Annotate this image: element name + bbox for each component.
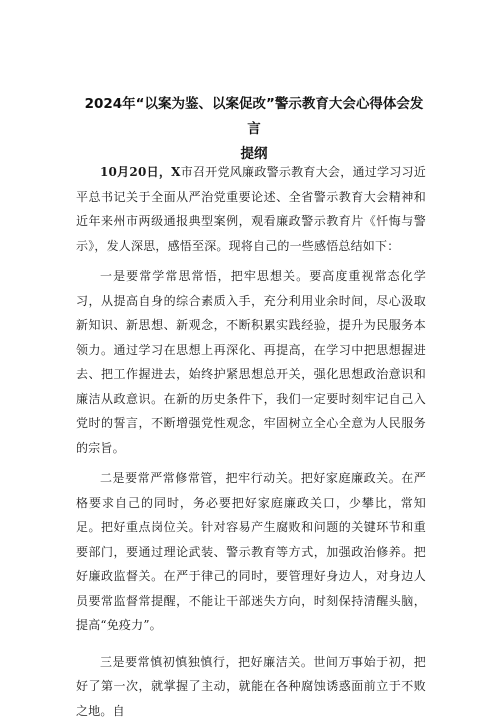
paragraph-point-1 [76, 264, 426, 460]
intro-date: 10月20日，X [100, 165, 181, 179]
title-line-2: 提纲 [84, 142, 424, 167]
intro-text: 市召开党风廉政警示教育大会，通过学习习近平总书记关于全面从严治党重要论述、全省警示教育大会精神和近年来州市两级通报典型案例，观看廉政警示教育片《忏悔与警示》，发人深思，感悟至深。现将自己的一些感悟总结如下： [76, 165, 426, 253]
document-body [76, 160, 426, 723]
paragraph-intro [76, 160, 426, 258]
paragraph-point-2 [76, 466, 426, 638]
paragraph-point-3 [76, 650, 426, 723]
point-2-text: 二是要常严常修常管，把牢行动关。把好家庭廉政关。在严格要求自己的同时，务必要把好家庭廉政关口，少攀比，常知足。把好重点岗位关。针对容易产生腐败和问题的关键环节和重要部门，要通过理论武装、警示教育等方式，加强政治修养。把好廉政监督关。在严于律己的同时，要管理好身边人，对身边人员要常监督常提醒，不能让干部迷失方向，时刻保持清醒头脑，提高“免疫力”。 [76, 471, 426, 632]
title-line-1: 2024年“以案为鉴、以案促改”警示教育大会心得体会发言 [84, 92, 424, 142]
point-1-text: 一是要常学常思常悟，把牢思想关。要高度重视常态化学习，从提高自身的综合素质入手，充分利用业余时间，尽心汲取新知识、新思想、新观念，不断积累实践经验，提升为民服务本领力。通过学习在思想上再深化、再提高，在学习中把思想握进去、把工作握进去，始终护紧思想总开关，强化思想政治意识和廉洁从政意识。在新的历史条件下，我们一定要时刻牢记自己入党时的誓言，不断增强党性观念，牢固树立全心全意为人民服务的宗旨。 [76, 269, 426, 455]
point-3-text: 三是要常慎初慎独慎行，把好廉洁关。世间万事始于初，把好了第一次，就掌握了主动，就能在各种腐蚀诱惑面前立于不败之地。自 [76, 655, 426, 718]
document-title [84, 92, 424, 167]
